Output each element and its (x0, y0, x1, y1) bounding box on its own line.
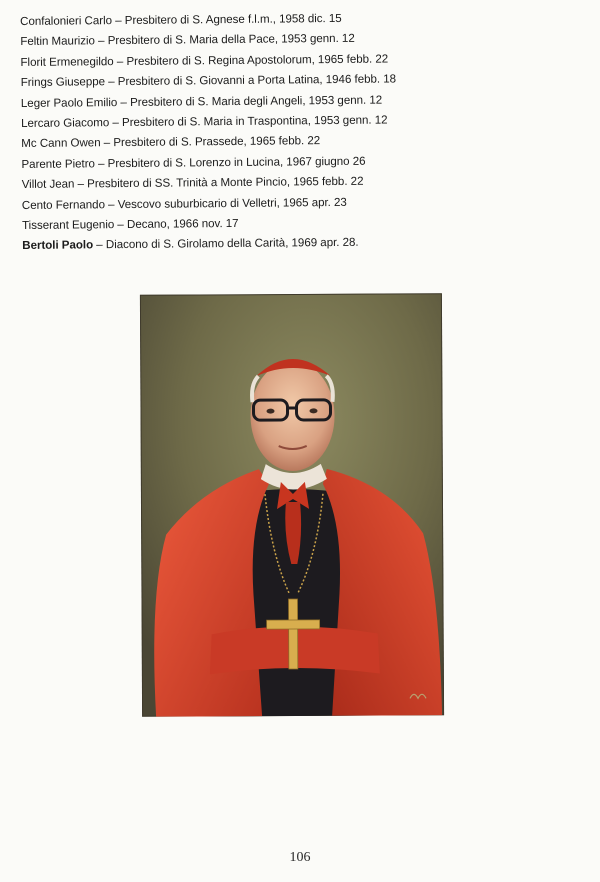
cardinal-title: Presbitero di S. Maria in Traspontina, 1953 genn. 12 (121, 113, 388, 129)
separator: – (113, 54, 127, 68)
cardinal-name: Leger Paolo Emilio (20, 95, 118, 110)
cardinal-title: Decano, 1966 nov. 17 (126, 216, 239, 231)
cardinal-list (20, 7, 582, 257)
page-number: 106 (289, 850, 311, 865)
cardinal-title: Presbitero di S. Lorenzo in Lucina, 1967 giugno 26 (107, 154, 366, 170)
cardinal-name: Feltin Maurizio (20, 34, 95, 49)
cardinal-title: Presbitero di S. Prassede, 1965 febb. 22 (113, 134, 321, 150)
cardinal-name: Confalonieri Carlo (20, 14, 113, 28)
separator: – (94, 156, 108, 171)
separator: – (114, 217, 128, 232)
separator: – (117, 95, 131, 109)
portrait-image (140, 293, 444, 717)
portrait-painting (140, 293, 444, 717)
cardinal-title: Presbitero di S. Maria degli Angeli, 1953 genn. 12 (129, 93, 383, 109)
separator: – (111, 13, 125, 28)
cardinal-title: Diacono di S. Girolamo della Carità, 1969 apr. 28. (105, 236, 359, 252)
cardinal-name: Parente Pietro (21, 157, 95, 171)
separator: – (104, 197, 118, 211)
separator: – (93, 238, 106, 252)
cardinal-title: Presbitero di S. Regina Apostolorum, 1965 febb. 22 (126, 52, 389, 68)
cardinal-name: Tisserant Eugenio (21, 218, 115, 232)
cardinal-title: Presbitero di S. Agnese f.l.m., 1958 dic. 15 (124, 11, 342, 27)
cardinal-name: Cento Fernando (21, 197, 106, 212)
separator: – (100, 136, 114, 150)
cardinal-name: Lercaro Giacomo (21, 116, 110, 130)
cardinal-title: Vescovo suburbicario di Velletri, 1965 apr. 23 (117, 195, 347, 211)
cardinal-name: Villot Jean (21, 177, 75, 192)
cardinal-name: Bertoli Paolo (22, 238, 94, 253)
separator: – (109, 115, 123, 130)
cardinal-title: Presbitero di S. Maria della Pace, 1953 genn. 12 (107, 32, 355, 48)
cardinal-name: Frings Giuseppe (20, 75, 106, 90)
cardinal-title: Presbitero di S. Giovanni a Porta Latina, 1946 febb. 18 (117, 72, 397, 89)
cardinal-title: Presbitero di SS. Trinità a Monte Pincio, 1965 febb. 22 (87, 174, 364, 191)
separator: – (104, 75, 118, 89)
list-item (22, 231, 582, 257)
separator: – (94, 34, 108, 48)
cardinal-name: Florit Ermenegildo (20, 54, 114, 69)
separator: – (74, 177, 88, 191)
cardinal-name: Mc Cann Owen (21, 136, 101, 151)
